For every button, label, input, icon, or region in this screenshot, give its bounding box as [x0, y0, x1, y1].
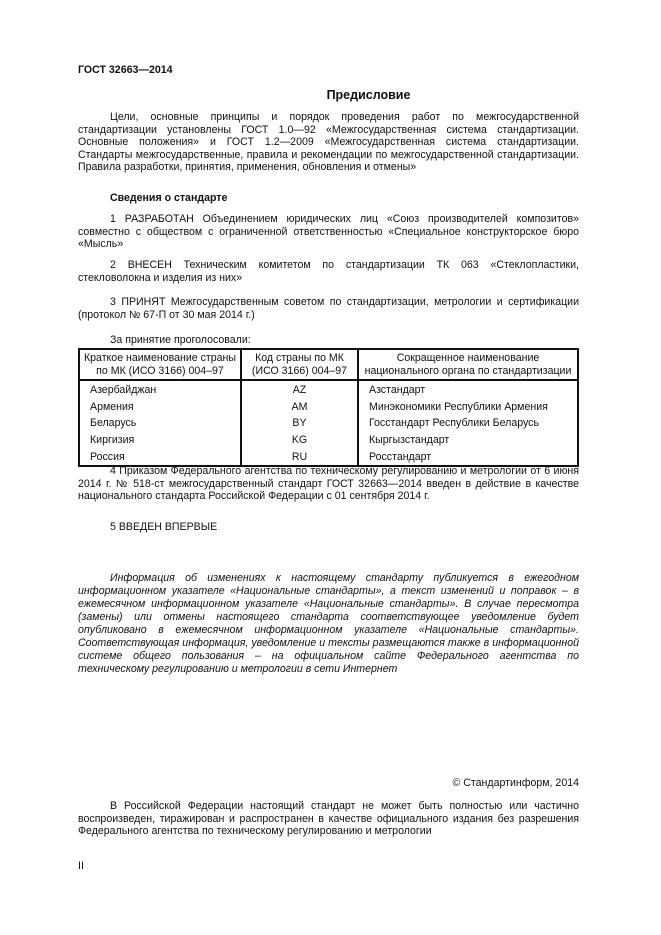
info-paragraph: Информация об изменениях к настоящему стандарту публикуется в ежегодном информационном указателе «Национальные стандарты», а текст изменений и поправок – в ежемесячном информационном указателе «Национальные стандарты». В случае пересмотра (замены) или отмены настоящего стандарта соответствующее уведомление будет опубликовано в ежемесячном информационном указателе «Национальные стандарты». Соответствующая информация, уведомление и тексты размещаются также в информационной системе общего пользования – на официальном сайте Федерального агентства по техническому регулированию и метрологии в сети Интернет — [78, 572, 579, 675]
body-cell: Азстандарт — [358, 380, 578, 399]
intro-paragraph: Цели, основные принципы и порядок проведения работ по межгосударственной стандартизации установлены ГОСТ 1.0—92 «Межгосударственная система стандартизации. Основные положения» и ГОСТ 1.2—2009 «Межгосударственная система стандартизации. Стандарты межгосударственные, правила и рекомендации по межгосударственной стандартизации. Правила разработки, принятия, применения, обновления и отмены» — [78, 111, 579, 174]
table-row — [79, 380, 578, 399]
body-cell: Минэкономики Республики Армения — [358, 399, 578, 416]
section-heading: Сведения о стандарте — [110, 192, 228, 204]
notice-paragraph: В Российской Федерации настоящий стандарт не может быть полностью или частично воспроизведен, тиражирован и распространен в качестве официального издания без разрешения Федерального агентства по техническому регулированию и метрологии — [78, 800, 579, 838]
page-title: Предисловие — [326, 88, 411, 102]
country-cell: Киргизия — [79, 432, 241, 449]
code-cell: BY — [241, 415, 358, 432]
column-header-code: Код страны по МК (ИСО 3166) 004–97 — [241, 349, 358, 380]
country-cell: Беларусь — [79, 415, 241, 432]
code-cell: RU — [241, 449, 358, 467]
voting-table — [78, 348, 579, 467]
country-cell: Россия — [79, 449, 241, 467]
country-cell: Азербайджан — [79, 380, 241, 399]
item-1: 1 РАЗРАБОТАН Объединением юридических лиц «Союз производителей композитов» совместно с обществом с ограниченной ответственностью «Специальное конструкторское бюро «Мысль» — [78, 213, 579, 251]
page-number: II — [78, 860, 84, 872]
body-cell: Госстандарт Республики Беларусь — [358, 415, 578, 432]
table-header-row — [79, 349, 578, 380]
table-row — [79, 432, 578, 449]
item-2: 2 ВНЕСЕН Техническим комитетом по стандартизации ТК 063 «Стеклопластики, стекловолокна и изделия из них» — [78, 259, 579, 284]
item-5: 5 ВВЕДЕН ВПЕРВЫЕ — [110, 521, 218, 533]
code-cell: AM — [241, 399, 358, 416]
table-row — [79, 449, 578, 467]
code-cell: AZ — [241, 380, 358, 399]
country-cell: Армения — [79, 399, 241, 416]
column-header-country: Краткое наименование страны по МК (ИСО 3166) 004–97 — [79, 349, 241, 380]
body-cell: Кыргызстандарт — [358, 432, 578, 449]
body-cell: Росстандарт — [358, 449, 578, 467]
item-4: 4 Приказом Федерального агентства по техническому регулированию и метрологии от 6 июня 2014 г. № 518-ст межгосударственный стандарт ГОСТ 32663—2014 введен в действие в качестве национального стандарта Российской Федерации с 01 сентября 2014 г. — [78, 465, 579, 503]
table-row — [79, 415, 578, 432]
table-row — [79, 399, 578, 416]
code-cell: KG — [241, 432, 358, 449]
copyright: © Стандартинформ, 2014 — [452, 777, 579, 789]
document-id: ГОСТ 32663—2014 — [78, 64, 173, 76]
item-3: 3 ПРИНЯТ Межгосударственным советом по стандартизации, метрологии и сертификации (протокол № 67-П от 30 мая 2014 г.) — [78, 296, 579, 321]
vote-label: За принятие проголосовали: — [110, 334, 251, 346]
column-header-body: Сокращенное наименование национального органа по стандартизации — [358, 349, 578, 380]
